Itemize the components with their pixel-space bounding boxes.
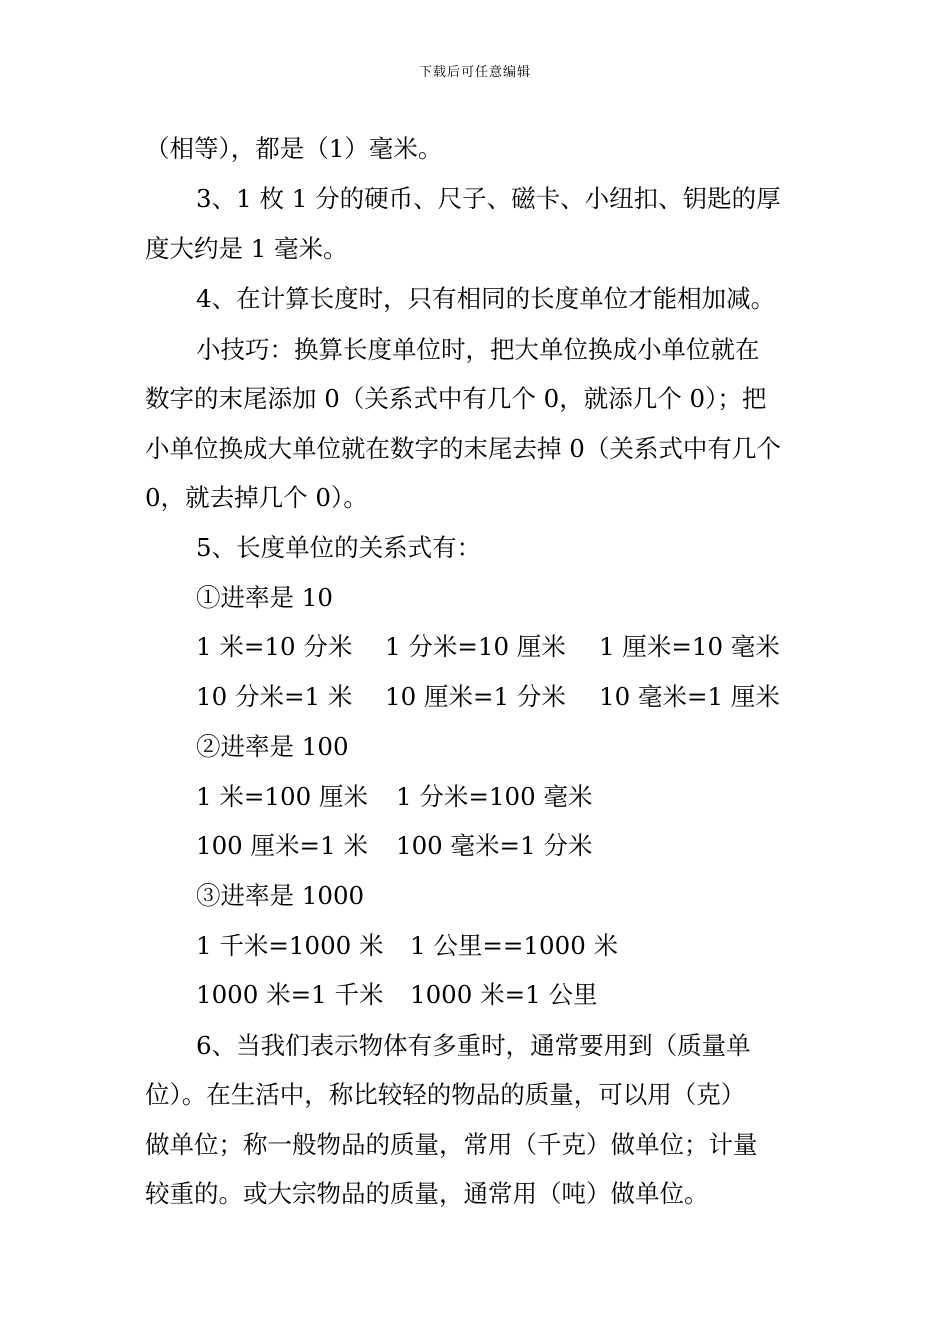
relation-item: 1 米=100 厘米	[196, 782, 368, 811]
relation-item: 1 厘米=10 毫米	[599, 632, 780, 661]
text-line: 3、1 枚 1 分的硬币、尺子、磁卡、小纽扣、钥匙的厚	[196, 184, 781, 213]
relation-item: 100 毫米=1 分米	[396, 831, 593, 860]
text-line: 数字的末尾添加 0（关系式中有几个 0，就添几个 0）；把	[145, 384, 767, 413]
relation-item: 1000 米=1 千米	[196, 980, 384, 1009]
relation-item: 1 千米=1000 米	[196, 931, 384, 960]
text-line: 做单位；称一般物品的质量，常用（千克）做单位；计量	[145, 1130, 758, 1159]
text-line: 0，就去掉几个 0）。	[145, 483, 368, 512]
text-line: 4、在计算长度时，只有相同的长度单位才能相加减。	[196, 284, 776, 313]
section-heading-rate-100: ②进率是 100	[196, 732, 349, 761]
relation-item: 1 分米=10 厘米	[385, 632, 566, 661]
relation-item: 1 公里==1000 米	[410, 931, 619, 960]
text-line: 度大约是 1 毫米。	[145, 234, 348, 263]
section-heading-rate-10: ①进率是 10	[196, 583, 333, 612]
text-line: （相等），都是（1）毫米。	[145, 134, 443, 163]
relation-item: 10 分米=1 米	[196, 682, 353, 711]
text-line: 小单位换成大单位就在数字的末尾去掉 0（关系式中有几个	[145, 434, 781, 463]
text-line: 5、长度单位的关系式有：	[196, 533, 482, 562]
relation-item: 1 分米=100 毫米	[396, 782, 593, 811]
relation-item: 100 厘米=1 米	[196, 831, 368, 860]
page-header: 下载后可任意编辑	[418, 65, 531, 80]
relation-item: 1000 米=1 公里	[410, 980, 598, 1009]
text-line: 小技巧：换算长度单位时，把大单位换成小单位就在	[196, 335, 760, 364]
relation-item: 10 厘米=1 分米	[385, 682, 566, 711]
text-line: 6、当我们表示物体有多重时，通常要用到（质量单	[196, 1031, 751, 1060]
text-line: 位）。在生活中，称比较轻的物品的质量，可以用（克）	[145, 1080, 746, 1109]
text-line: 较重的。或大宗物品的质量，通常用（吨）做单位。	[145, 1179, 709, 1208]
relation-item: 10 毫米=1 厘米	[599, 682, 780, 711]
relation-item: 1 米=10 分米	[196, 632, 353, 661]
section-heading-rate-1000: ③进率是 1000	[196, 881, 365, 910]
